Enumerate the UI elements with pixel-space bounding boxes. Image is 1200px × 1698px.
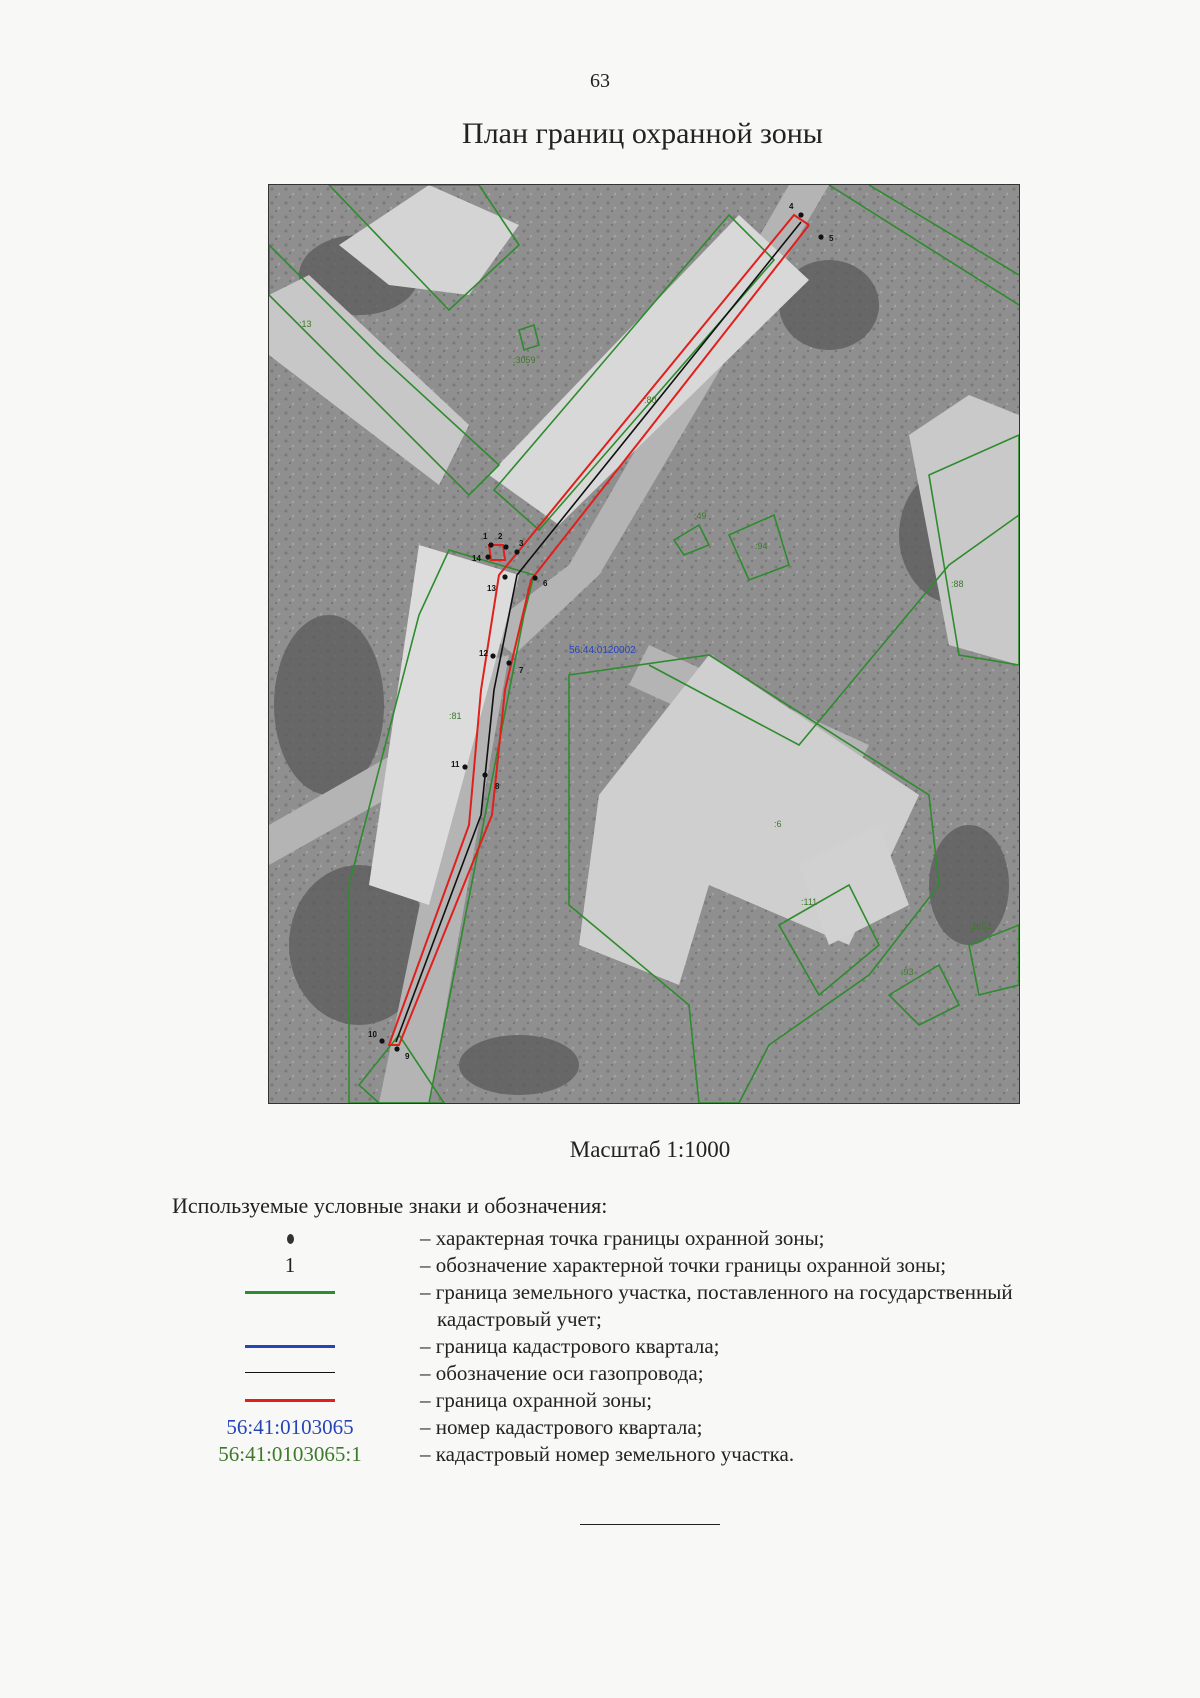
parcel-number-label: :6 — [774, 819, 782, 829]
green-line-icon — [245, 1291, 335, 1294]
characteristic-point-label: 6 — [543, 579, 548, 588]
legend-row-quarter-boundary — [0, 1333, 1200, 1361]
parcel-number-label: :80 — [644, 395, 657, 405]
quarter-number-label: 56:44:0120002 — [569, 645, 636, 656]
point-dot-icon — [287, 1234, 294, 1244]
legend-text: – обозначение характерной точки границы охранной зоны; — [420, 1253, 947, 1277]
legend-text: – кадастровый номер земельного участка. — [420, 1442, 795, 1466]
characteristic-point-label: 5 — [829, 234, 834, 243]
aerial-map — [269, 185, 1019, 1103]
black-line-icon — [245, 1372, 335, 1373]
characteristic-point-marker — [482, 772, 487, 777]
legend-text-continued: кадастровый учет; — [437, 1307, 602, 1331]
legend-heading: Используемые условные знаки и обозначения: — [172, 1193, 608, 1218]
parcel-number-label: :13 — [299, 319, 312, 329]
legend-row-parcel-boundary — [0, 1279, 1200, 1335]
legend-text: – номер кадастрового квартала; — [420, 1415, 703, 1439]
legend-symbol-quarter-number: 56:41:0103065 — [226, 1415, 354, 1439]
legend-row-gas-axis — [0, 1360, 1200, 1388]
characteristic-point-label: 10 — [368, 1030, 377, 1039]
parcel-number-label: :81 — [449, 711, 462, 721]
legend-text: – характерная точка границы охранной зоны; — [420, 1226, 825, 1250]
legend-row-quarter-number — [0, 1414, 1200, 1442]
legend-row-protection-zone — [0, 1387, 1200, 1415]
characteristic-point-marker — [503, 544, 508, 549]
characteristic-point-marker — [394, 1046, 399, 1051]
legend-symbol-number: 1 — [284, 1253, 296, 1277]
parcel-number-label: :111 — [801, 897, 818, 907]
legend-text: – граница земельного участка, поставленного на государственный — [420, 1280, 1013, 1304]
scale-caption: Масштаб 1:1000 — [569, 1137, 731, 1162]
legend-text: – граница охранной зоны; — [420, 1388, 653, 1412]
characteristic-point-label: 7 — [519, 666, 524, 675]
characteristic-point-marker — [502, 574, 507, 579]
characteristic-point-marker — [506, 660, 511, 665]
bottom-rule — [580, 1524, 720, 1525]
parcel-number-label: :49 — [694, 511, 707, 521]
characteristic-point-label: 13 — [487, 584, 496, 593]
parcel-number-label: :93 — [901, 967, 914, 977]
characteristic-point-label: 11 — [451, 760, 460, 769]
legend-row-point — [0, 1225, 1200, 1253]
parcel-number-label: :3059 — [513, 355, 536, 365]
characteristic-point-marker — [485, 554, 490, 559]
characteristic-point-marker — [818, 234, 823, 239]
characteristic-point-marker — [488, 542, 493, 547]
characteristic-point-label: 14 — [472, 554, 481, 563]
characteristic-point-label: 8 — [495, 782, 500, 791]
characteristic-point-marker — [490, 653, 495, 658]
characteristic-point-marker — [532, 575, 537, 580]
characteristic-point-label: 2 — [498, 532, 503, 541]
plan-title: План границ охранной зоны — [462, 117, 823, 150]
legend-text: – обозначение оси газопровода; — [420, 1361, 704, 1385]
characteristic-point-marker — [462, 764, 467, 769]
red-line-icon — [245, 1399, 335, 1402]
characteristic-point-label: 4 — [789, 202, 794, 211]
characteristic-point-label: 12 — [479, 649, 488, 658]
map-frame — [268, 184, 1020, 1104]
legend-row-point-number — [0, 1252, 1200, 1280]
characteristic-point-label: 9 — [405, 1052, 410, 1061]
legend-text: – граница кадастрового квартала; — [420, 1334, 720, 1358]
blue-line-icon — [245, 1345, 335, 1348]
legend-symbol-parcel-number: 56:41:0103065:1 — [218, 1442, 362, 1466]
legend-row-parcel-number — [0, 1441, 1200, 1469]
characteristic-point-label: 3 — [519, 539, 524, 548]
characteristic-point-label: 1 — [483, 532, 488, 541]
parcel-number-label: :94 — [755, 541, 768, 551]
characteristic-point-marker — [798, 212, 803, 217]
page-number: 63 — [590, 70, 610, 92]
characteristic-point-marker — [514, 549, 519, 554]
characteristic-point-marker — [379, 1038, 384, 1043]
parcel-number-label: :88 — [951, 579, 964, 589]
parcel-number-label: :1651 — [969, 921, 992, 931]
